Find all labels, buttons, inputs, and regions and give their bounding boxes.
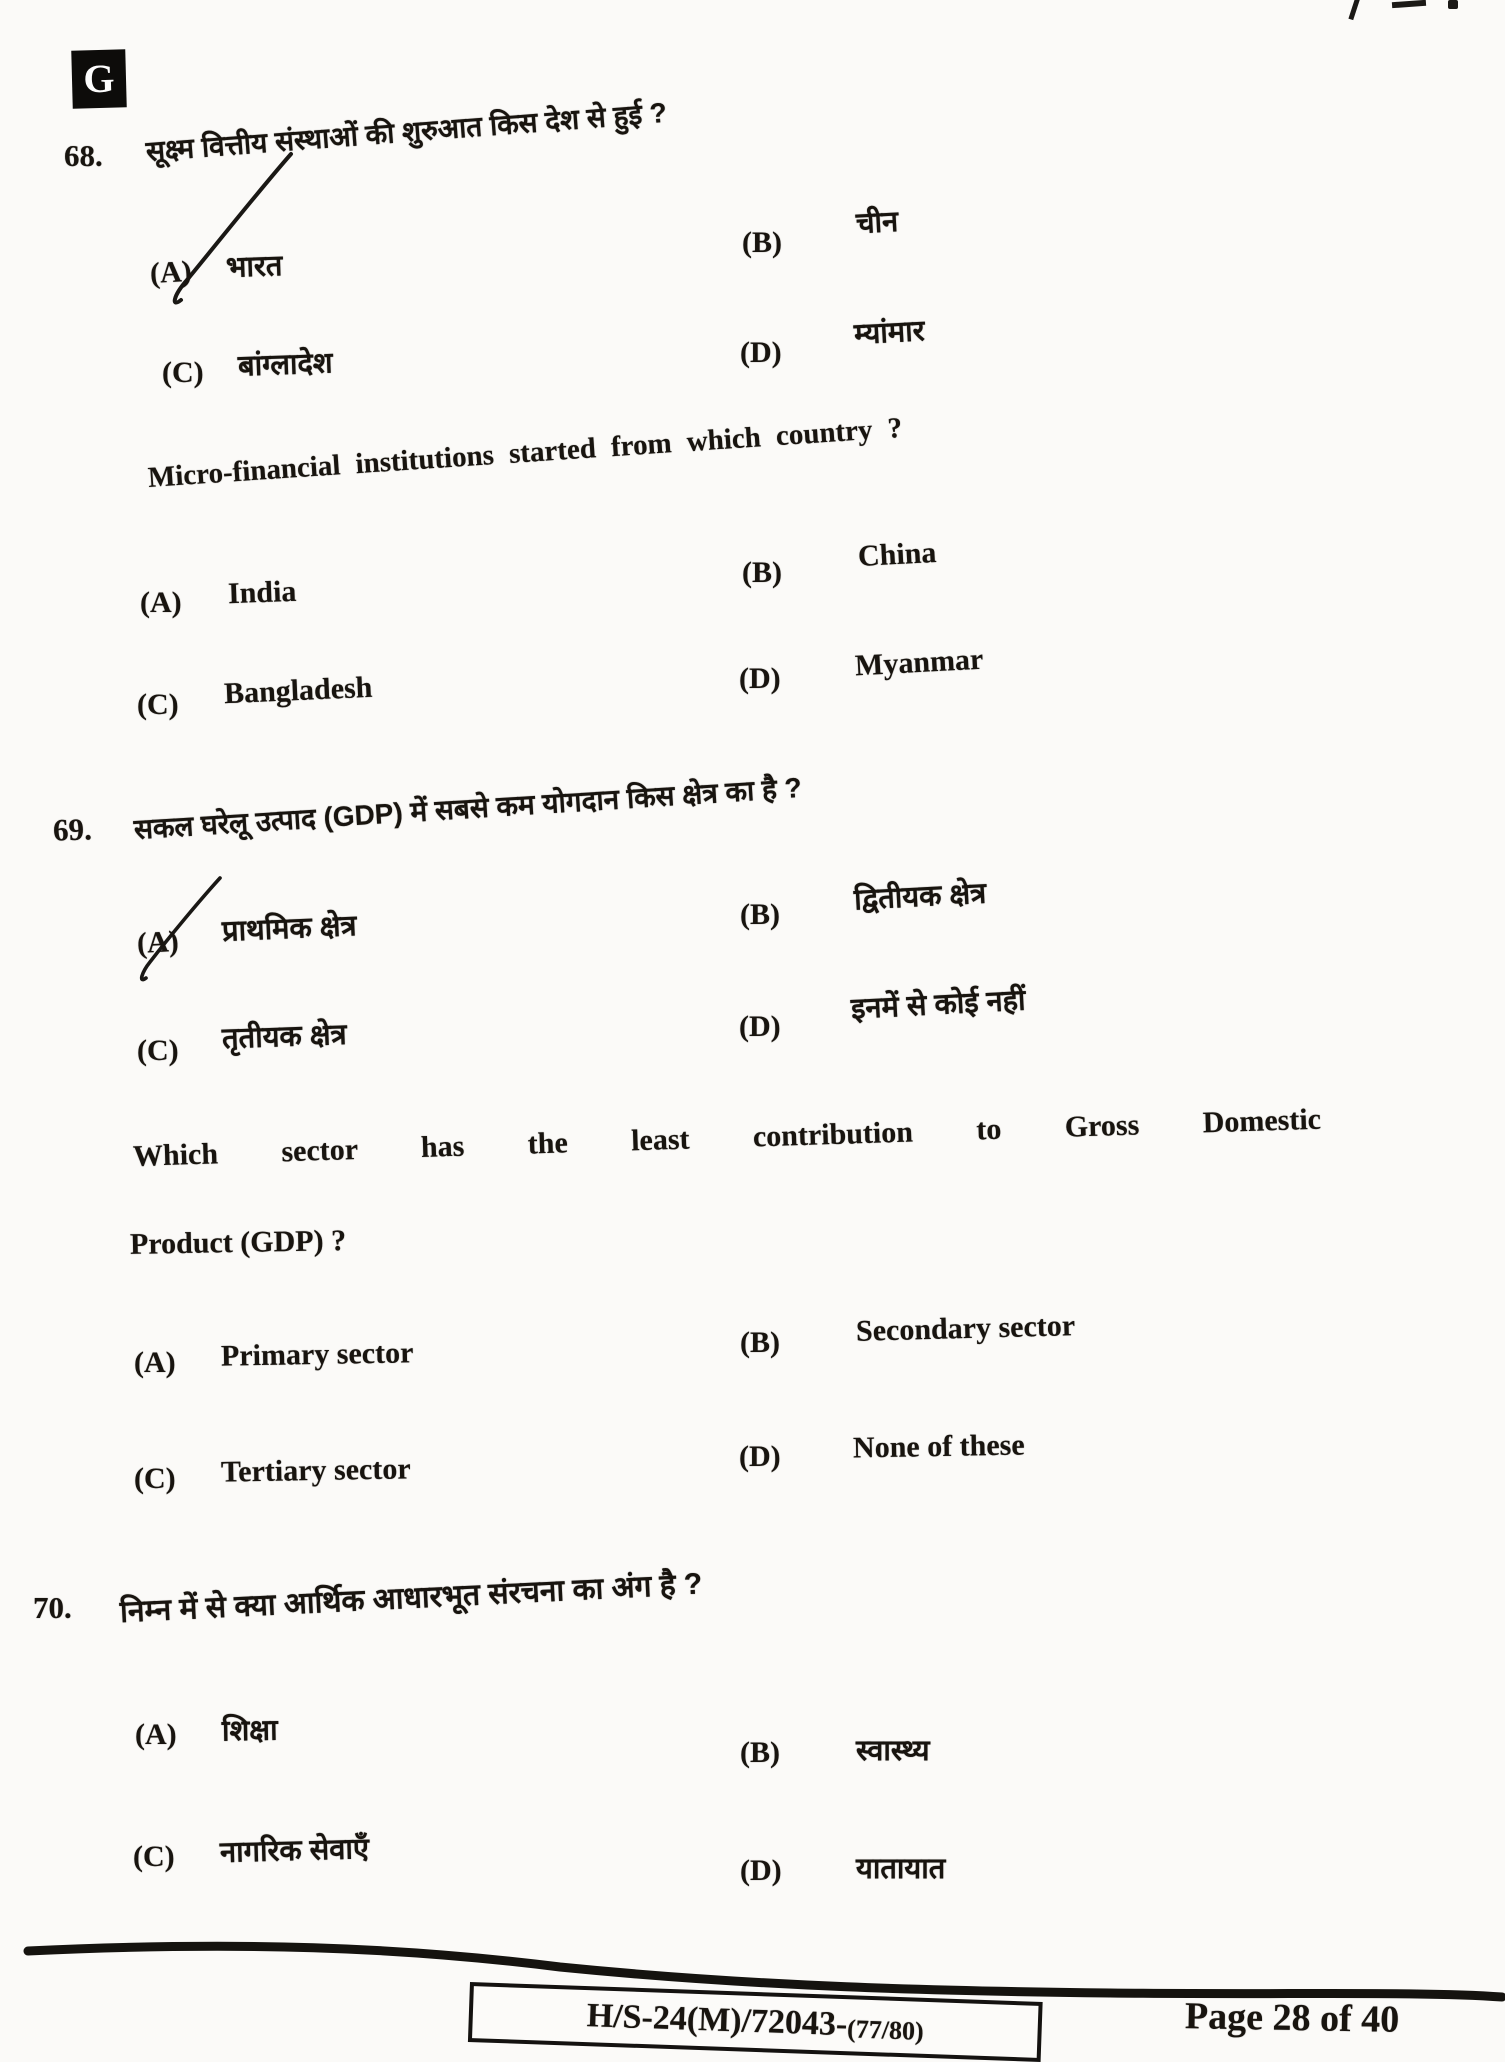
scan-artifact-mark — [1448, 0, 1458, 9]
option-label: (C) — [137, 1034, 179, 1067]
option-label: (D) — [739, 662, 781, 695]
option-text: Myanmar — [854, 642, 985, 683]
option-text: तृतीयक क्षेत्र — [221, 1018, 348, 1056]
option-text: शिक्षा — [221, 1714, 278, 1748]
paper-code-suffix: (77/80) — [846, 2014, 925, 2046]
option-label: (B) — [742, 226, 782, 259]
option-text: नागरिक सेवाएँ — [219, 1833, 370, 1869]
option-text: यातायात — [856, 1853, 946, 1885]
scan-artifact-mark — [1348, 0, 1360, 20]
question-number: 68. — [64, 138, 103, 173]
question-text-hindi: निम्न में से क्या आर्थिक आधारभूत संरचना का अंग है ? — [119, 1567, 704, 1629]
option-label: (D) — [740, 1854, 782, 1887]
option-text: Primary sector — [220, 1336, 414, 1373]
question-text-hindi: सकल घरेलू उत्पाद (GDP) में सबसे कम योगदान किस क्षेत्र का है ? — [133, 772, 803, 845]
option-label: (C) — [133, 1840, 175, 1873]
option-text: China — [857, 535, 938, 574]
question-text-english: Micro-financial institutions started from which country ? — [146, 411, 904, 494]
question-number: 70. — [33, 1590, 72, 1625]
section-badge: G — [71, 49, 126, 108]
question-text-hindi: सूक्ष्म वित्तीय संस्थाओं की शुरुआत किस देश से हुई ? — [144, 96, 668, 167]
option-label: (C) — [137, 688, 179, 721]
page-indicator: Page 28 of 40 — [1184, 1995, 1400, 2041]
option-label: (A) — [135, 1718, 177, 1751]
option-text: म्यांमार — [853, 315, 926, 351]
question-number: 69. — [52, 811, 93, 848]
option-text: Secondary sector — [855, 1309, 1076, 1348]
option-label: (C) — [134, 1462, 176, 1495]
option-label: (A) — [149, 254, 193, 291]
option-label: (A) — [136, 924, 180, 961]
option-label: (B) — [740, 1736, 780, 1769]
option-label: (B) — [742, 556, 782, 589]
option-text: प्राथमिक क्षेत्र — [221, 910, 358, 948]
option-label: (C) — [162, 356, 204, 389]
option-text: स्वास्थ्य — [856, 1735, 930, 1767]
option-label: (D) — [740, 336, 782, 369]
option-label: (B) — [740, 898, 780, 931]
option-text: None of these — [852, 1428, 1025, 1465]
option-label: (D) — [739, 1010, 781, 1043]
question-text-english: Product (GDP) ? — [129, 1224, 347, 1261]
option-text: Bangladesh — [223, 670, 374, 711]
paper-code: H/S-24(M)/72043- — [586, 1997, 848, 2044]
option-text: इनमें से कोई नहीं — [850, 984, 1027, 1026]
option-text: Tertiary sector — [220, 1452, 411, 1489]
option-label: (A) — [140, 586, 182, 619]
scan-artifact-mark — [1392, 0, 1426, 8]
option-text: भारत — [225, 250, 283, 284]
option-label: (A) — [134, 1346, 176, 1379]
option-label: (B) — [740, 1326, 780, 1359]
option-text: द्वितीयक क्षेत्र — [853, 877, 988, 917]
option-text: बांग्लादेश — [237, 347, 334, 383]
option-label: (D) — [739, 1440, 781, 1473]
option-text: India — [227, 574, 297, 611]
option-text: चीन — [855, 205, 899, 241]
question-text-english: Which sector has the least contribution to Gross Domestic — [132, 1102, 1322, 1173]
